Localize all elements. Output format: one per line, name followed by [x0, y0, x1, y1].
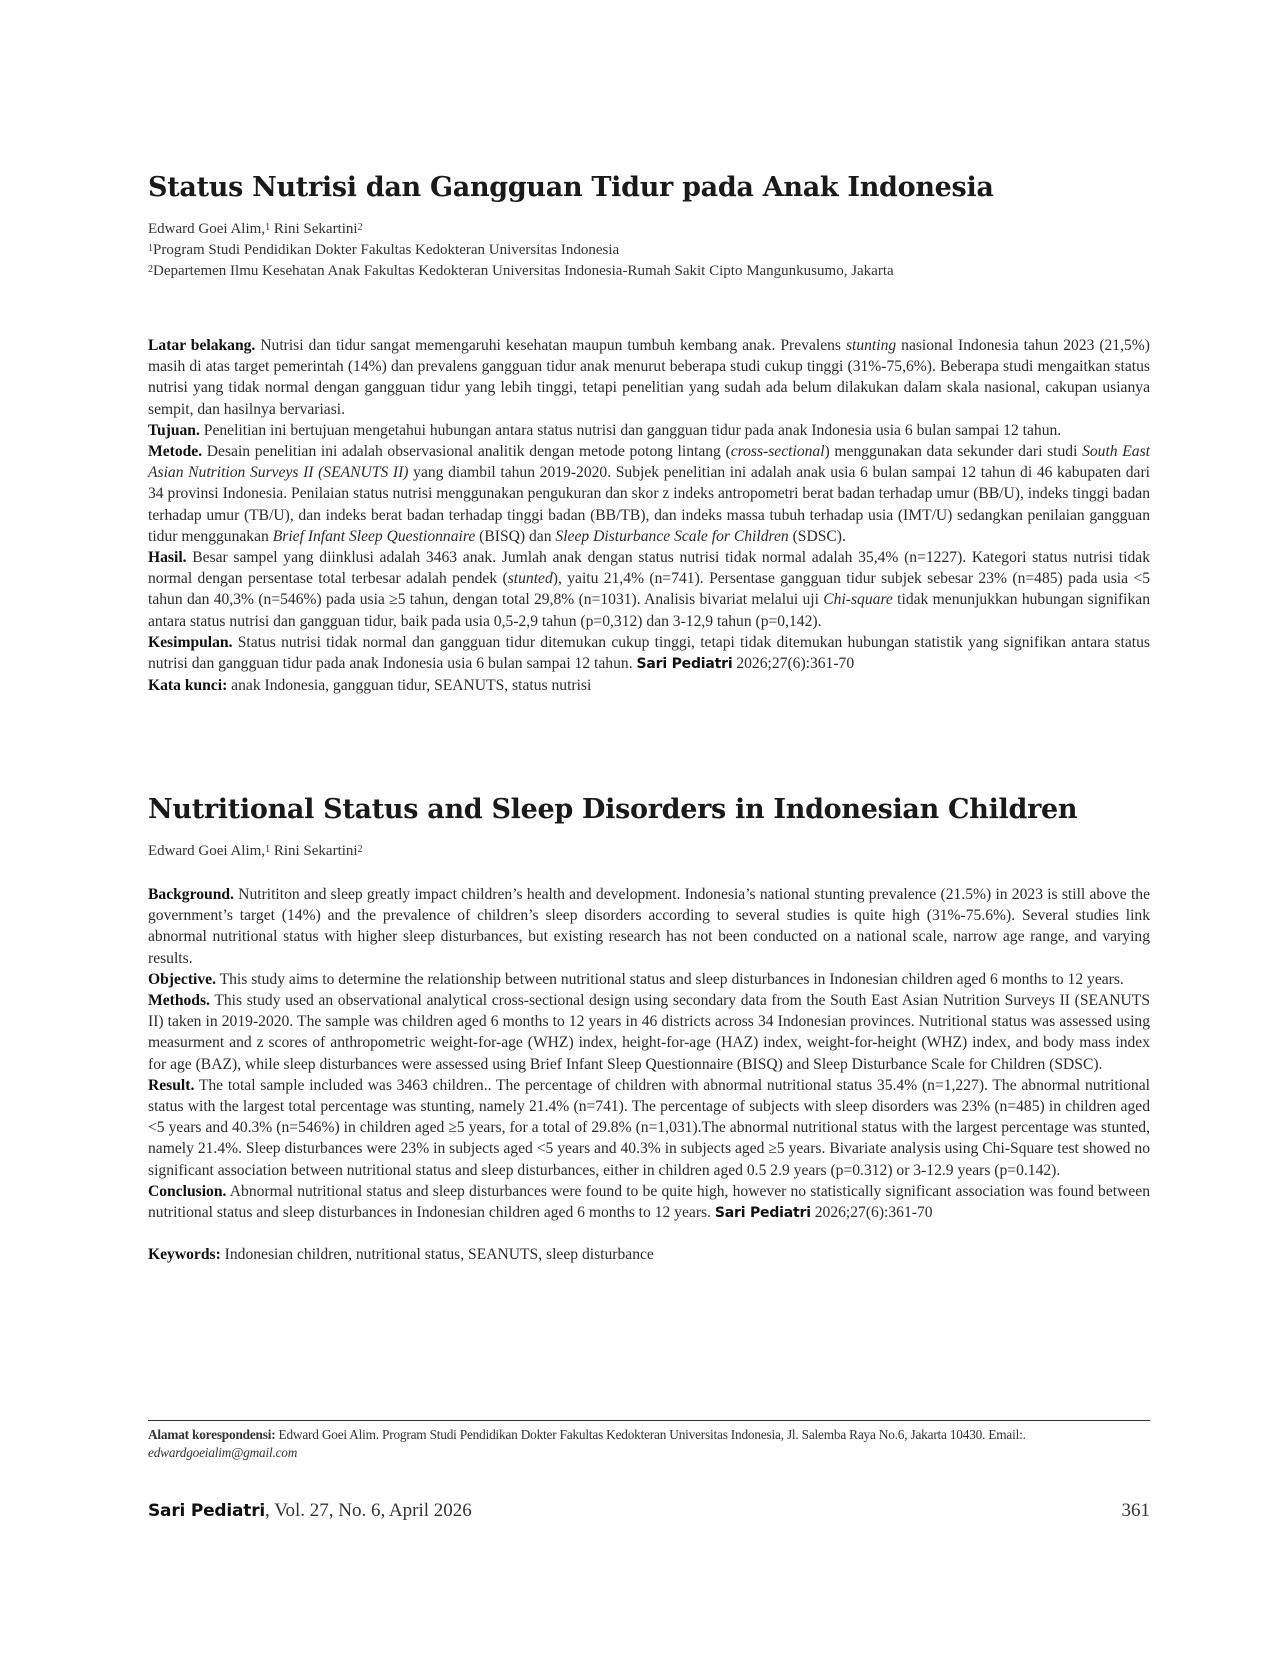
- section-text: Besar sampel yang diinklusi adalah 3463 anak. Jumlah anak dengan status nutrisi tidak normal adalah 35,4% (n=1227). Kategori status nutrisi tidak normal dengan persentase total terbesar adalah pendek (: [148, 549, 1150, 588]
- section-label: Methods.: [148, 992, 210, 1010]
- section-emph: South East Asian Nutrition Surveys II (SEANUTS II): [148, 443, 1150, 482]
- abstract-section-hasil: [148, 547, 1150, 632]
- section-text: Status nutrisi tidak normal dan gangguan tidur ditemukan cukup tinggi, tetapi tidak ditemukan hubungan statistik yang signifikan antara status nutrisi dan gangguan tidur pada anak Indonesia usia 6 bulan sampai 12 tahun.: [148, 633, 1150, 673]
- author-name: Edward Goei Alim,: [148, 221, 266, 237]
- affiliation-1: [148, 240, 1150, 261]
- affil-text: Departemen Ilmu Kesehatan Anak Fakultas Kedokteran Universitas Indonesia-Rumah Sakit Cipto Mangunkusumo, Jakarta: [153, 263, 894, 279]
- section-label: Hasil.: [148, 549, 187, 567]
- section-text: (BISQ) dan: [475, 527, 556, 545]
- author-affil-sup: 1: [265, 222, 271, 233]
- author-affil-sup: 1: [265, 844, 271, 855]
- correspondence-email[interactable]: edwardgoeialim@gmail.com: [148, 1445, 298, 1460]
- journal-brand: Sari Pediatri: [636, 656, 733, 673]
- abstract-section-latar: [148, 335, 1150, 420]
- affil-text: Program Studi Pendidikan Dokter Fakultas Kedokteran Universitas Indonesia: [153, 242, 620, 258]
- correspondence: [148, 1426, 1150, 1462]
- section-label: Conclusion.: [148, 1182, 227, 1200]
- section-text: Indonesian children, nutritional status, SEANUTS, sleep disturbance: [220, 1246, 654, 1264]
- section-emph: Chi-square: [823, 591, 893, 609]
- page-footer: [148, 1500, 1150, 1522]
- affiliation-2: [148, 261, 1150, 282]
- author-affil-sup: 2: [357, 844, 363, 855]
- author-name: Rini Sekartini: [270, 843, 358, 859]
- affil-sup: 2: [148, 264, 153, 275]
- section-text: nasional Indonesia tahun 2023 (21,5%) masih di atas target pemerintah (14%) dan prevalens gangguan tidur anak menurut beberapa studi cukup tinggi (31%-75,6%). Beberapa studi mengaitkan status nutrisi yang tidak normal dengan gangguan tidur yang lebih tinggi, tetapi penelitian yang sudah ada belum dilakukan dalam skala nasional, cakupan usianya sempit, dan hasilnya bervariasi.: [148, 337, 1150, 418]
- section-text: Desain penelitian ini adalah observasional analitik dengan metode potong lintang (: [202, 443, 731, 461]
- correspondence-text: Edward Goei Alim. Program Studi Pendidikan Dokter Fakultas Kedokteran Universitas Indonesia, Jl. Salemba Raya No.6, Jakarta 10430. Email:.: [275, 1427, 1026, 1442]
- article-title-en: Nutritional Status and Sleep Disorders in Indonesian Children: [148, 794, 1078, 825]
- section-text: Nutrititon and sleep greatly impact children’s health and development. Indonesia’s national stunting prevalence (21.5%) in 2023 is still above the government’s target (14%) and the prevalence of children’s sleep disorders according to several studies is quite high (31%-75.6%). Several studies link abnormal nutritional status with higher sleep disturbances, but existing research has not been conducted on a national scale, narrow age range, and varying results.: [148, 886, 1150, 967]
- abstract-section-conclusion: [148, 1181, 1150, 1224]
- affil-sup: 1: [148, 243, 153, 254]
- section-label: Tujuan.: [148, 421, 200, 439]
- author-name: Edward Goei Alim,: [148, 843, 266, 859]
- section-label: Kata kunci:: [148, 677, 228, 695]
- section-text: Nutrisi dan tidur sangat memengaruhi kesehatan maupun tumbuh kembang anak. Prevalens: [255, 337, 846, 354]
- section-label: Metode.: [148, 443, 203, 461]
- footer-issue: , Vol. 27, No. 6, April 2026: [265, 1500, 472, 1521]
- keywords-id: [148, 675, 1150, 696]
- section-label: Keywords:: [148, 1246, 221, 1264]
- citation: 2026;27(6):361-70: [810, 1204, 933, 1222]
- abstract-en: [148, 884, 1150, 1265]
- abstract-id: [148, 335, 1150, 696]
- abstract-section-tujuan: [148, 420, 1150, 441]
- abstract-section-kesimpulan: [148, 632, 1150, 675]
- citation: 2026;27(6):361-70: [732, 655, 855, 673]
- footer-journal: Sari Pediatri: [148, 1501, 266, 1521]
- en-header: [148, 794, 1150, 862]
- section-text: ) menggunakan data sekunder dari studi: [824, 443, 1083, 461]
- abstract-section-metode: [148, 441, 1150, 547]
- section-emph: Brief Infant Sleep Questionnaire: [272, 527, 476, 545]
- section-emph: Sleep Disturbance Scale for Children: [555, 527, 789, 545]
- id-header: [148, 172, 1150, 282]
- correspondence-label: Alamat korespondensi:: [148, 1427, 276, 1442]
- abstract-section-background: [148, 884, 1150, 969]
- page-number: 361: [1121, 1500, 1150, 1521]
- section-text: ), yaitu 21,4% (n=741). Persentase gangguan tidur subjek sebesar 23% (n=485) pada usia <5 tahun dan 40,3% (n=546%) pada usia ≥5 tahun, dengan total 29,8% (n=1031). Analisis bivariat melalui uji: [148, 570, 1150, 609]
- section-emph: cross-sectional: [730, 443, 825, 461]
- section-text: The total sample included was 3463 children.. The percentage of children with abnormal nutritional status 35.4% (n=1,227). The abnormal nutritional status with the largest total percentage was stunting, namely 21.4% (n=741). The percentage of subjects with sleep disorders was 23% (n=485) in children aged <5 years and 40.3% (n=546%) in children aged ≥5 years, for a total of 29.8% (n=1,031).The abnormal nutritional status with the largest percentage was stunted, namely 21.4%. Sleep disturbances were 23% in subjects aged <5 years and 40.3% in subjects aged ≥5 years. Bivariate analysis using Chi-Square test showed no significant association between nutritional status and sleep disturbances, either in children aged 0.5 2.9 years (p=0.312) or 3-12.9 years (p=0.142).: [148, 1076, 1150, 1179]
- author-affil-sup: 2: [357, 222, 363, 233]
- section-label: Objective.: [148, 970, 216, 988]
- section-label: Background.: [148, 886, 234, 903]
- abstract-section-objective: [148, 969, 1150, 990]
- section-label: Kesimpulan.: [148, 633, 233, 651]
- section-text: Abnormal nutritional status and sleep disturbances were found to be quite high, however no statistically significant association was found between nutritional status and sleep disturbances in Indonesian children aged 6 months to 12 years.: [148, 1182, 1150, 1222]
- journal-brand: Sari Pediatri: [714, 1205, 811, 1222]
- section-label: Latar belakang.: [148, 337, 256, 354]
- authors-en: [148, 841, 1150, 862]
- section-text: (SDSC).: [788, 527, 846, 545]
- keywords-en: [148, 1244, 1150, 1265]
- section-label: Result.: [148, 1076, 195, 1094]
- abstract-section-methods: [148, 990, 1150, 1075]
- section-text: tidak menunjukkan hubungan signifikan antara status nutrisi dan gangguan tidur, baik pada usia 0,5-2,9 tahun (p=0,312) dan 3-12,9 tahun (p=0,142).: [148, 591, 1150, 630]
- section-text: Penelitian ini bertujuan mengetahui hubungan antara status nutrisi dan gangguan tidur pada anak Indonesia usia 6 bulan sampai 12 tahun.: [199, 421, 1062, 439]
- section-text: This study used an observational analytical cross-sectional design using secondary data from the South East Asian Nutrition Surveys II (SEANUTS II) taken in 2019-2020. The sample was children aged 6 months to 12 years in 46 districts across 34 Indonesian provinces. Nutritional status was assessed using measurment and z scores of anthropometric weight-for-age (WHZ) index, height-for-age (HAZ) index, weight-for-height (WHZ) index, and body mass index for age (BAZ), while sleep disturbances were assessed using Brief Infant Sleep Questionnaire (BISQ) and Sleep Disturbance Scale for Children (SDSC).: [148, 992, 1150, 1073]
- section-text: yang diambil tahun 2019-2020. Subjek penelitian ini adalah anak usia 6 bulan sampai 12 tahun di 46 kabupaten dari 34 provinsi Indonesia. Penilaian status nutrisi menggunakan pengukuran dan skor z indeks antropometri berat badan terhadap umur (BB/U), indeks tinggi badan terhadap umur (TB/U), dan indeks berat badan terhadap tinggi badan (BB/TB), dan indeks massa tubuh terhadap usia (IMT/U) sedangkan penilaian gangguan tidur menggunakan: [148, 464, 1150, 545]
- abstract-section-result: [148, 1075, 1150, 1181]
- correspondence-divider: [148, 1420, 1150, 1421]
- article-title-id: Status Nutrisi dan Gangguan Tidur pada Anak Indonesia: [148, 172, 994, 203]
- section-emph: stunted: [507, 570, 553, 588]
- section-text: This study aims to determine the relationship between nutritional status and sleep disturbances in Indonesian children aged 6 months to 12 years.: [215, 970, 1124, 988]
- section-emph: stunting: [845, 337, 897, 354]
- author-name: Rini Sekartini: [270, 221, 358, 237]
- authors-id: [148, 219, 1150, 240]
- section-text: anak Indonesia, gangguan tidur, SEANUTS, status nutrisi: [227, 677, 592, 695]
